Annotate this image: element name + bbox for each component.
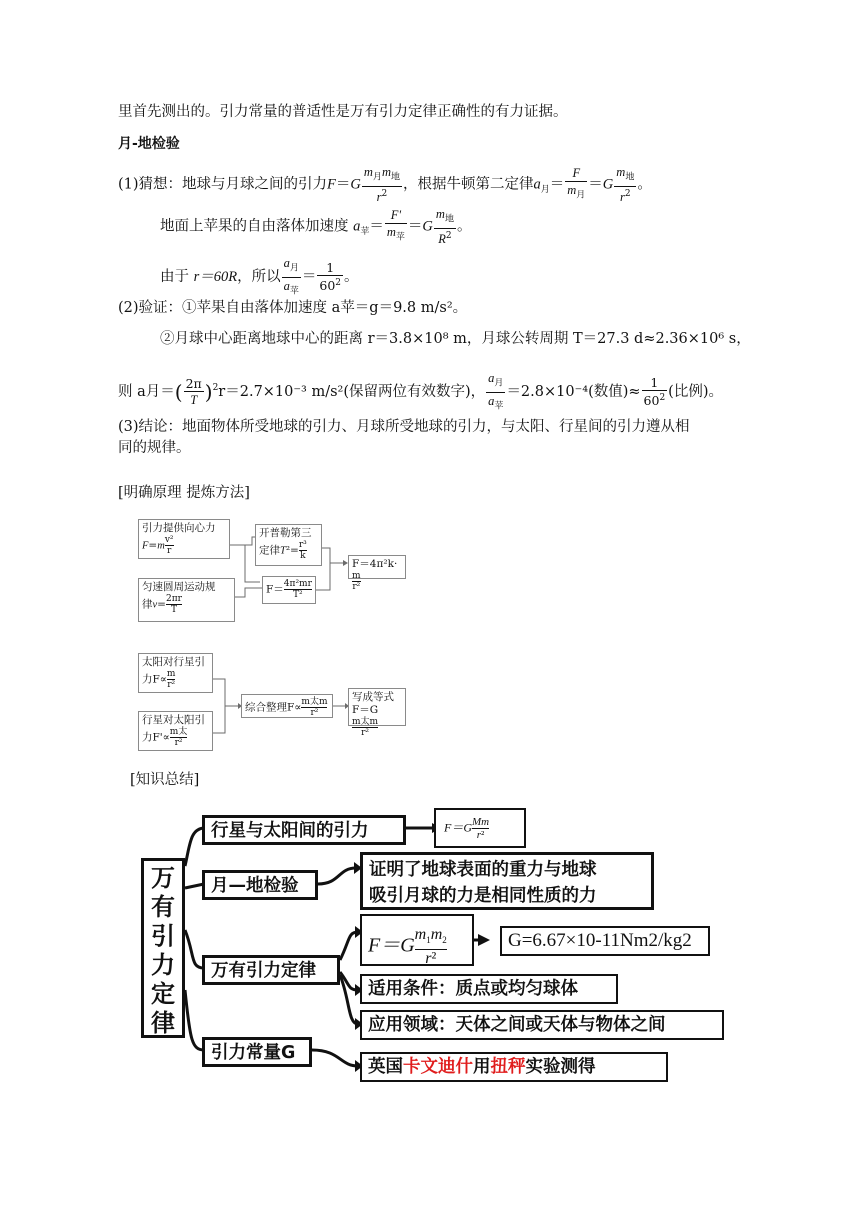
method-title: [明确原理 提炼方法] — [118, 485, 250, 501]
diagram1-box-kepler-label-1: 开普勒第三 — [259, 527, 312, 539]
diagram1-box-kepler: 开普勒第三 定律T²= $\frac{\text{r³}}{k}$ — [255, 524, 322, 566]
since-prefix: 由于 — [160, 269, 189, 285]
root-char-2: 有 — [151, 892, 175, 921]
ratio-fraction: $\frac{a_月}{a_苹}$ — [283, 256, 299, 296]
section-title: 月-地检验 — [118, 136, 180, 152]
formula-2-prefix: F＝G — [368, 934, 415, 957]
ratio-fraction-2: $\frac{a_月}{a_苹}$ — [488, 371, 504, 411]
exp-text-e: 实验测得 — [525, 1057, 596, 1077]
verify-line-3-prefix: 则 a月＝ — [118, 384, 175, 400]
diagram1-box-result-label: F＝4π²k· — [352, 558, 398, 570]
diagram2-box-combined: 综合整理F∝ m太m r² — [241, 694, 333, 718]
diagram1-box-kepler-label-2: 定律 — [259, 544, 280, 557]
accel-fraction: $\frac{m_地}{r^2}$ — [616, 165, 635, 204]
diagram2-box-sun-label-2: 力F∝ — [142, 673, 167, 686]
since-line: 由于 r＝60R，所以 $\frac{a_月}{a_苹}$ ＝ $\frac{1}{60^2}$ 。 — [160, 255, 359, 299]
exp-text-a: 英国 — [368, 1057, 403, 1077]
applicable-condition: 适用条件：质点或均匀球体 — [360, 974, 618, 1004]
formula-1-prefix: F＝G — [444, 820, 472, 835]
moon-earth-note-line-1: 证明了地球表面的重力与地球 — [369, 860, 597, 880]
diagram1-box-circular: 匀速圆周运动规 律v= $\frac{2\pi r}{T}$ — [138, 578, 235, 622]
exp-text-c: 用 — [473, 1057, 491, 1077]
cavendish-experiment — [360, 1052, 668, 1082]
diagram2-box-equation-label-2: F＝G — [352, 704, 379, 716]
diagram2-box-sun-on-planet: 太阳对行星引 力F∝ $\frac{m}{\text{r²}}$ — [138, 653, 213, 693]
r-equation: r＝60R — [193, 269, 238, 285]
verify-line-3: 则 a月＝( $\frac{2\pi}{T}$ )$^2$r＝2.7×10⁻³ m/s²(保留两位有效数字)， $\frac{a_月}{a_苹}$ ＝2.8×10⁻⁴(数值)≈ $\frac{1}{60^2}$ (比例)。 — [118, 370, 723, 414]
verify-line-3-tail: ＝2.8×10⁻⁴(数值)≈ — [506, 384, 641, 400]
diagram1-box-force-label: F＝ — [266, 583, 284, 596]
verify-line-3-mid: r＝2.7×10⁻³ m/s²(保留两位有效数字)， — [218, 384, 486, 400]
g-value-box: G=6.67×10-11Nm2/kg2 — [500, 926, 710, 956]
application-domain: 应用领域：天体之间或天体与物体之间 — [360, 1010, 724, 1040]
intro-tail: 里首先测出的。引力常量的普适性是万有引力定律正确性的有力证据。 — [118, 104, 568, 120]
moon-earth-note-line-2: 吸引月球的力是相同性质的力 — [369, 886, 597, 906]
conclusion-line-1: (3)结论：地面物体所受地球的引力、月球所受地球的引力，与太阳、行星间的引力遵从相 — [118, 419, 690, 435]
diagram1-box-centripetal: 引力提供向心力 F=m $\frac{\text{v²}}{r}$ — [138, 519, 230, 559]
summary-title: [知识总结] — [130, 772, 200, 788]
diagram1-box-force: F＝ $\frac{\text{4π²mr}}{\text{T²}}$ — [262, 576, 316, 604]
verify-line-2: ②月球中心距离地球中心的距离 r＝3.8×10⁸ m，月球公转周期 T＝27.3 d≈2.36×10⁶ s， — [160, 331, 751, 347]
guess-mid: ，根据牛顿第二定律 — [402, 176, 534, 193]
guess-line: (1)猜想：地球与月球之间的引力F＝G $\frac{m_月m_地}{r^2}$ ，根据牛顿第二定律$a_月=$ $\frac{F}{m_月}$ ＝G $\frac{m_地}{r^2}$ 。 — [118, 165, 652, 204]
root-char-3: 引 — [151, 921, 175, 950]
sixty-fraction-2: $\frac{1}{60^2}$ — [643, 375, 666, 409]
apple-line: 地面上苹果的自由落体加速度 $a_苹=$ $\frac{F'}{m_苹}$ ＝G $\frac{m_地}{R^2}$ 。 — [160, 207, 472, 246]
branch-moon-earth: 月—地检验 — [202, 870, 318, 900]
verify-line-1: (2)验证：①苹果自由落体加速度 a苹＝g＝9.8 m/s²。 — [118, 300, 468, 316]
exp-text-torsion: 扭秤 — [490, 1057, 526, 1077]
diagram2-box-planet-on-sun: 行星对太阳引 力F'∝ m太 r² — [138, 711, 213, 751]
diagram1-box-result: F＝4π²k· $\frac{m}{\text{r²}}$ — [348, 555, 406, 579]
exp-text-cavendish: 卡文迪什 — [403, 1057, 473, 1077]
diagram2-box-sun-label-1: 太阳对行星引 — [142, 656, 205, 668]
sixty-fraction: $\frac{1}{60^2}$ — [319, 260, 342, 294]
root-char-1: 万 — [151, 863, 175, 892]
apple-fraction-1: $\frac{F'}{m_苹}$ — [386, 208, 405, 243]
diagram2-box-equation: 写成等式 F＝G m太m r² — [348, 688, 406, 726]
period-fraction: $\frac{2\pi}{T}$ — [185, 376, 202, 407]
branch-planet-sun-formula: F＝G $\frac{Mm}{\text{r²}}$ — [434, 808, 526, 848]
gravitation-formula: F＝G $\frac{m_1m_2}{\text{r²}}$ — [360, 914, 474, 966]
branch-planet-sun: 行星与太阳间的引力 — [202, 815, 406, 845]
diagram1-box-centripetal-label: 引力提供向心力 — [142, 522, 216, 534]
guess-prefix: (1)猜想：地球与月球之间的引力 — [118, 176, 328, 193]
diagram1-box-circular-label-1: 匀速圆周运动规 — [142, 581, 216, 593]
diagram2-box-equation-label-1: 写成等式 — [352, 691, 394, 703]
gravity-fraction: $\frac{m_月m_地}{r^2}$ — [363, 165, 400, 204]
verify-line-3-end: (比例)。 — [668, 384, 723, 400]
branch-moon-earth-note — [360, 852, 654, 910]
diagram2-box-combined-label: 综合整理F∝ — [245, 701, 302, 714]
diagram2-box-planet-label-2: 力F'∝ — [142, 731, 170, 744]
diagram1-box-circular-label-2: 律 — [142, 598, 153, 611]
branch-gravitation-law: 万有引力定律 — [202, 955, 340, 985]
so-text: ，所以 — [237, 269, 281, 285]
root-char-4: 力 — [151, 950, 175, 979]
apple-fraction-2: $\frac{m_地}{R^2}$ — [435, 207, 454, 246]
mindmap-root — [141, 858, 185, 1038]
root-char-5: 定 — [151, 979, 175, 1008]
conclusion-line-2: 同的规律。 — [118, 440, 191, 456]
root-char-6: 律 — [151, 1008, 175, 1037]
diagram2-box-planet-label-1: 行星对太阳引 — [142, 714, 205, 726]
apple-prefix: 地面上苹果的自由落体加速度 — [160, 218, 349, 235]
branch-gravitational-constant: 引力常量G — [202, 1037, 312, 1067]
newton-fraction: $\frac{F}{m_月}$ — [567, 166, 586, 201]
